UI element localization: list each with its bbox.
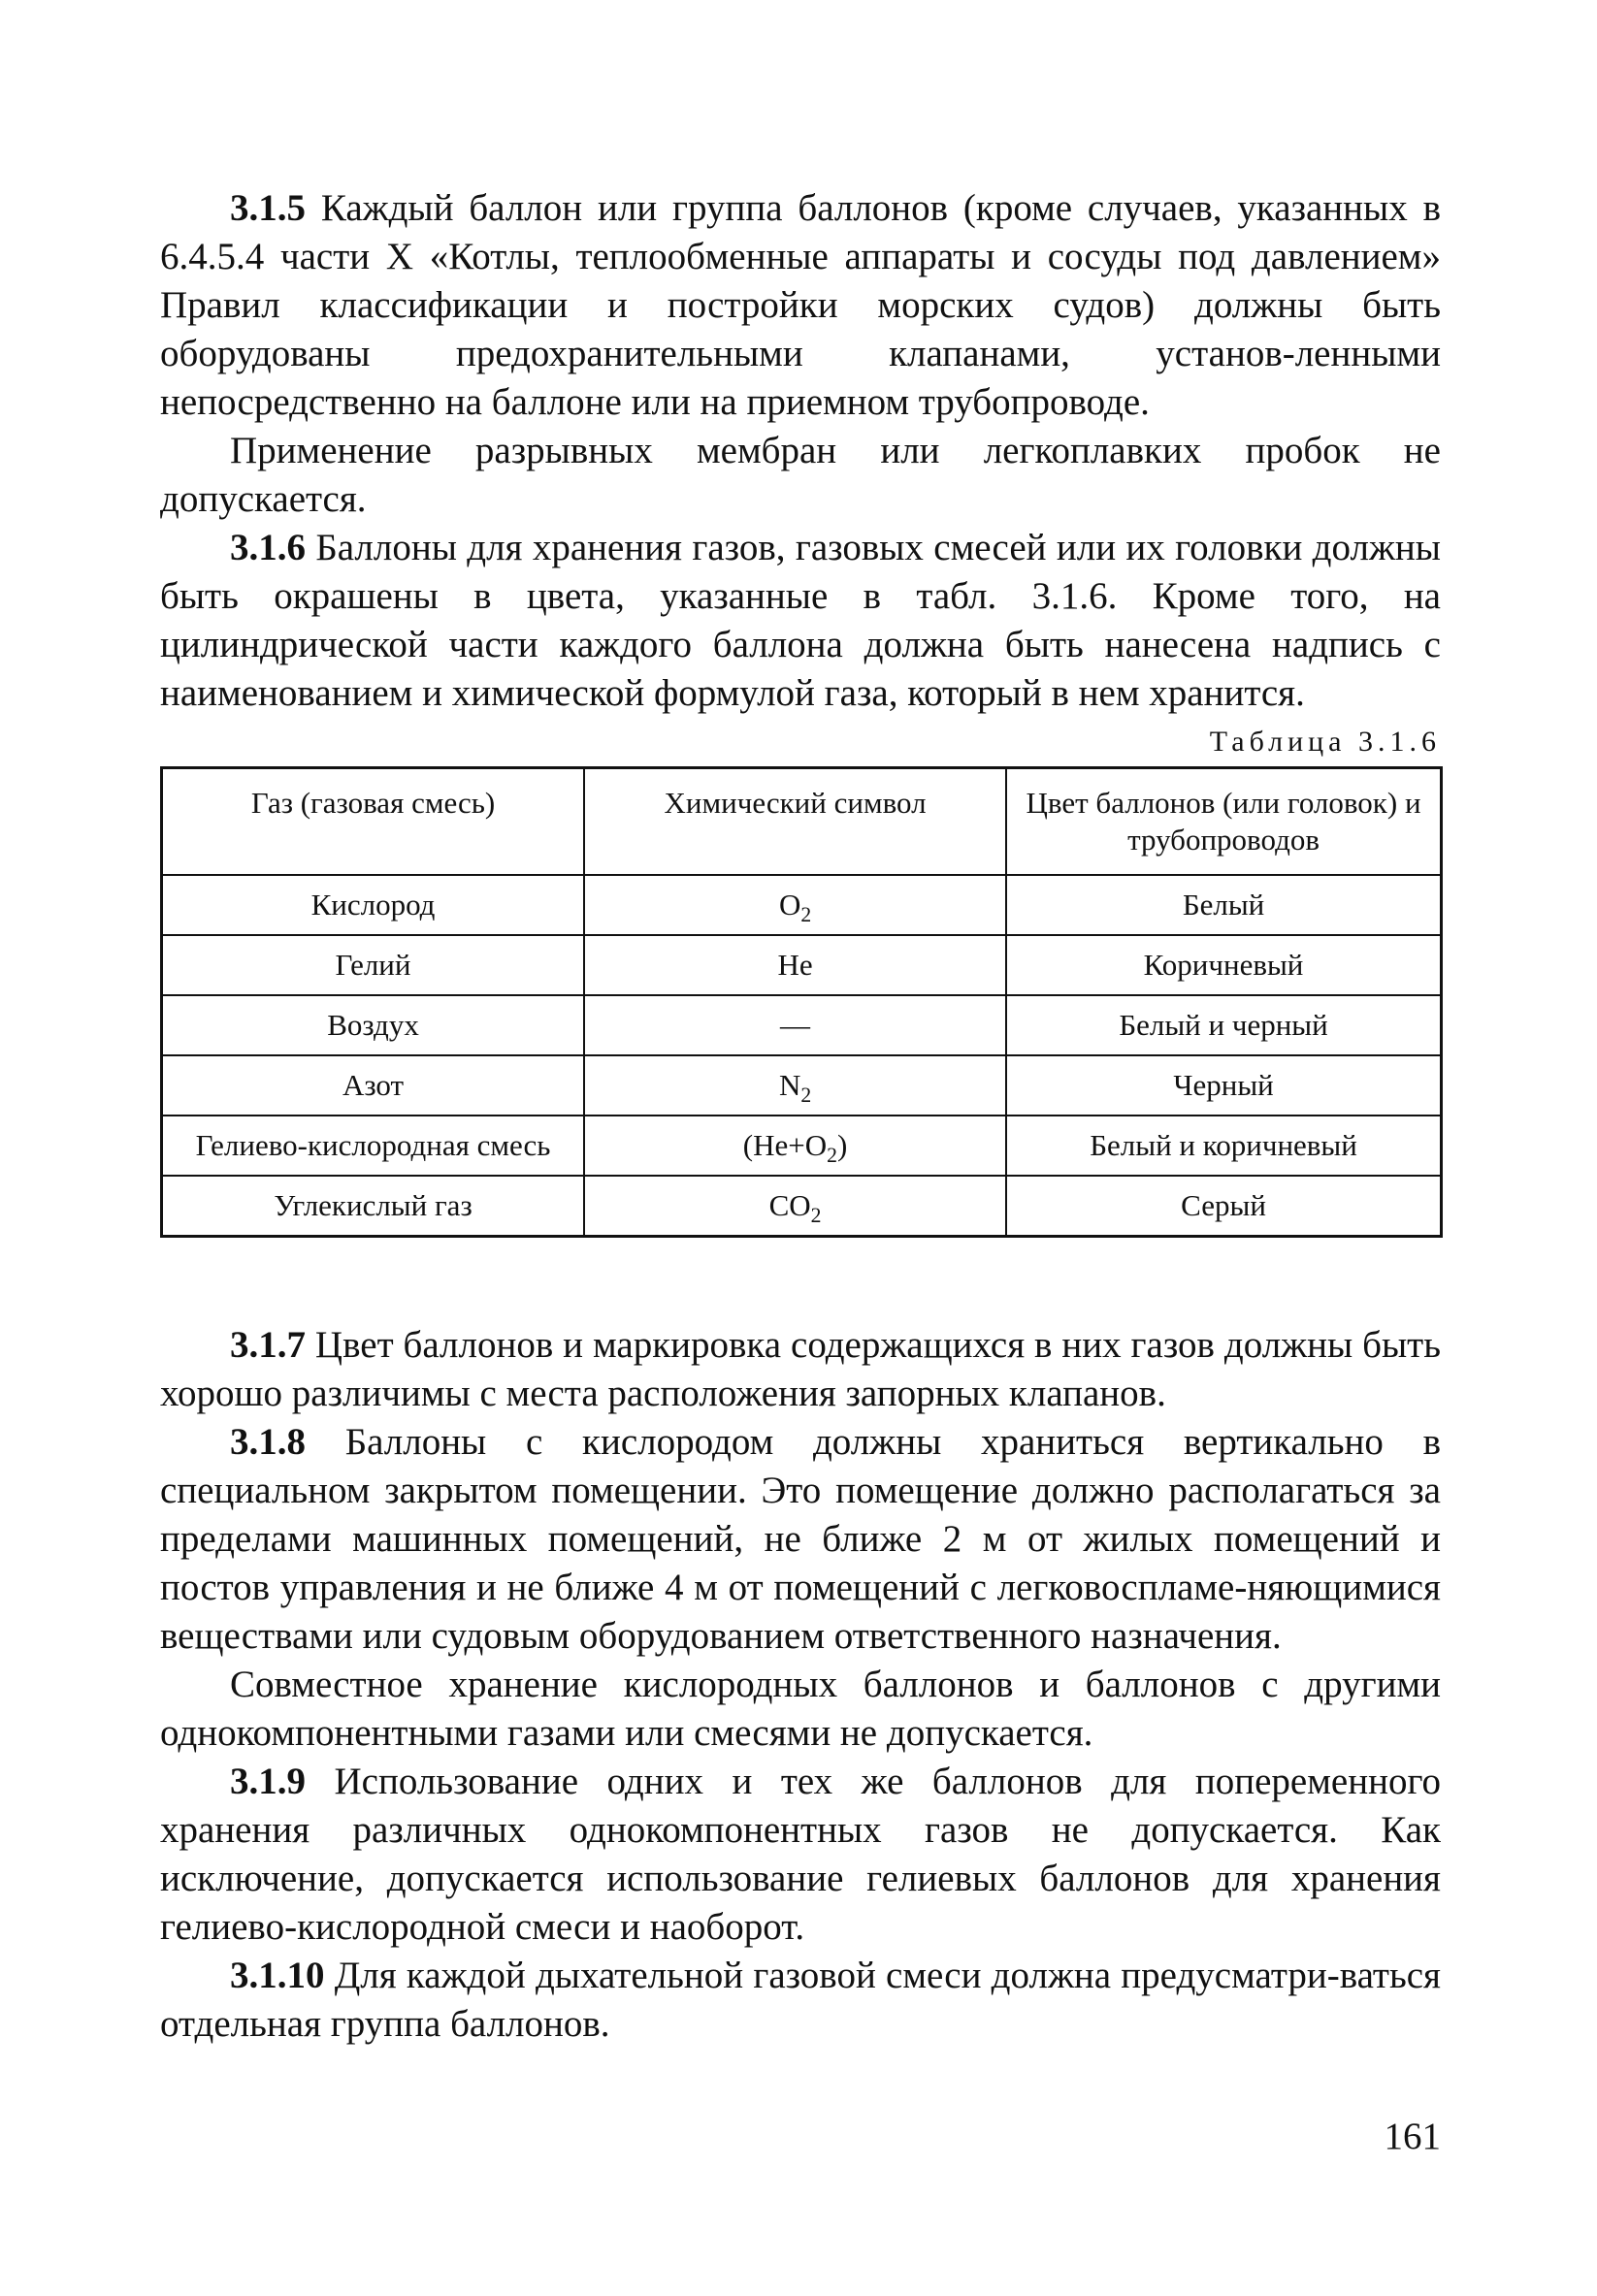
cell-color: Белый (1006, 875, 1441, 935)
header-gas: Газ (газовая смесь) (162, 768, 585, 876)
document-page (160, 184, 1441, 2049)
clause-number: 3.1.5 (230, 187, 306, 229)
cell-color: Серый (1006, 1176, 1441, 1237)
paragraph-3-1-7 (160, 1321, 1441, 1418)
cell-color: Черный (1006, 1055, 1441, 1116)
paragraph-3-1-9 (160, 1758, 1441, 1952)
cell-symbol: — (584, 995, 1006, 1055)
clause-number: 3.1.10 (230, 1955, 325, 1996)
cell-color: Белый и черный (1006, 995, 1441, 1055)
paragraph-text: Совместное хранение кислородных баллонов и баллонов с другими однокомпонентными газами или смесями не допускается. (160, 1664, 1441, 1754)
clause-number: 3.1.9 (230, 1761, 306, 1802)
paragraph-membranes (160, 427, 1441, 524)
paragraph-3-1-8 (160, 1418, 1441, 1661)
clause-number: 3.1.7 (230, 1324, 306, 1366)
table-caption: Таблица 3.1.6 (1209, 726, 1441, 758)
cell-symbol: He (584, 935, 1006, 995)
paragraph-3-1-10 (160, 1952, 1441, 2049)
table-row (162, 1055, 1442, 1116)
paragraph-joint-storage (160, 1661, 1441, 1758)
cell-symbol: $(He+O_2)$ (584, 1116, 1006, 1176)
cell-gas: Азот (162, 1055, 585, 1116)
paragraph-text: Использование одних и тех же баллонов для попеременного хранения различных однокомпонентных газов не допускается. Как исключение, допускается использование гелиевых баллонов для хранения гелиево-кислородной смеси и наоборот. (160, 1761, 1441, 1948)
paragraph-3-1-5 (160, 184, 1441, 427)
paragraph-text: Баллоны для хранения газов, газовых смесей или их головки должны быть окрашены в цвета, указанные в табл. 3.1.6. Кроме того, на цилиндрической части каждого баллона должна быть нанесена надпись с наименованием и химической формулой газа, который в нем хранится. (160, 527, 1441, 714)
paragraph-text: Для каждой дыхательной газовой смеси должна предусматри-ваться отдельная группа баллонов. (160, 1955, 1441, 2045)
clause-number: 3.1.8 (230, 1421, 306, 1463)
cell-color: Белый и коричневый (1006, 1116, 1441, 1176)
gas-color-table (160, 766, 1443, 1238)
cell-gas: Воздух (162, 995, 585, 1055)
paragraph-text: Цвет баллонов и маркировка содержащихся в них газов должны быть хорошо различимы с места расположения запорных клапанов. (160, 1324, 1441, 1414)
paragraph-text: Применение разрывных мембран или легкоплавких пробок не допускается. (160, 430, 1441, 520)
cell-symbol: $N_2$ (584, 1055, 1006, 1116)
cell-gas: Углекислый газ (162, 1176, 585, 1237)
table-row (162, 995, 1442, 1055)
table-row (162, 1116, 1442, 1176)
cell-gas: Гелий (162, 935, 585, 995)
cell-symbol: $O_2$ (584, 875, 1006, 935)
clause-number: 3.1.6 (230, 527, 306, 568)
paragraph-text: Баллоны с кислородом должны храниться вертикально в специальном закрытом помещении. Это помещение должно располагаться за пределами машинных помещений, не ближе 2 м от жилых помещений и постов управления и не ближе 4 м от помещений с легковоспламе-няющимися веществами или судовым оборудованием ответственного назначения. (160, 1421, 1441, 1657)
header-symbol: Химический символ (584, 768, 1006, 876)
paragraph-3-1-6 (160, 524, 1441, 718)
cell-gas: Гелиево-кислородная смесь (162, 1116, 585, 1176)
paragraph-text: Каждый баллон или группа баллонов (кроме случаев, указанных в 6.4.5.4 части X «Котлы, теплообменные аппараты и сосуды под давлением» Правил классификации и постройки морских судов) должны быть оборудованы предохранительными клапанами, установ-ленными непосредственно на баллоне или на приемном трубопроводе. (160, 187, 1441, 423)
header-color: Цвет баллонов (или головок) и трубопроводов (1006, 768, 1441, 876)
table-row (162, 935, 1442, 995)
table-row (162, 1176, 1442, 1237)
cell-gas: Кислород (162, 875, 585, 935)
table-header-row (162, 768, 1442, 876)
table-row (162, 875, 1442, 935)
cell-symbol: $CO_2$ (584, 1176, 1006, 1237)
page-number: 161 (1384, 2116, 1441, 2157)
cell-color: Коричневый (1006, 935, 1441, 995)
